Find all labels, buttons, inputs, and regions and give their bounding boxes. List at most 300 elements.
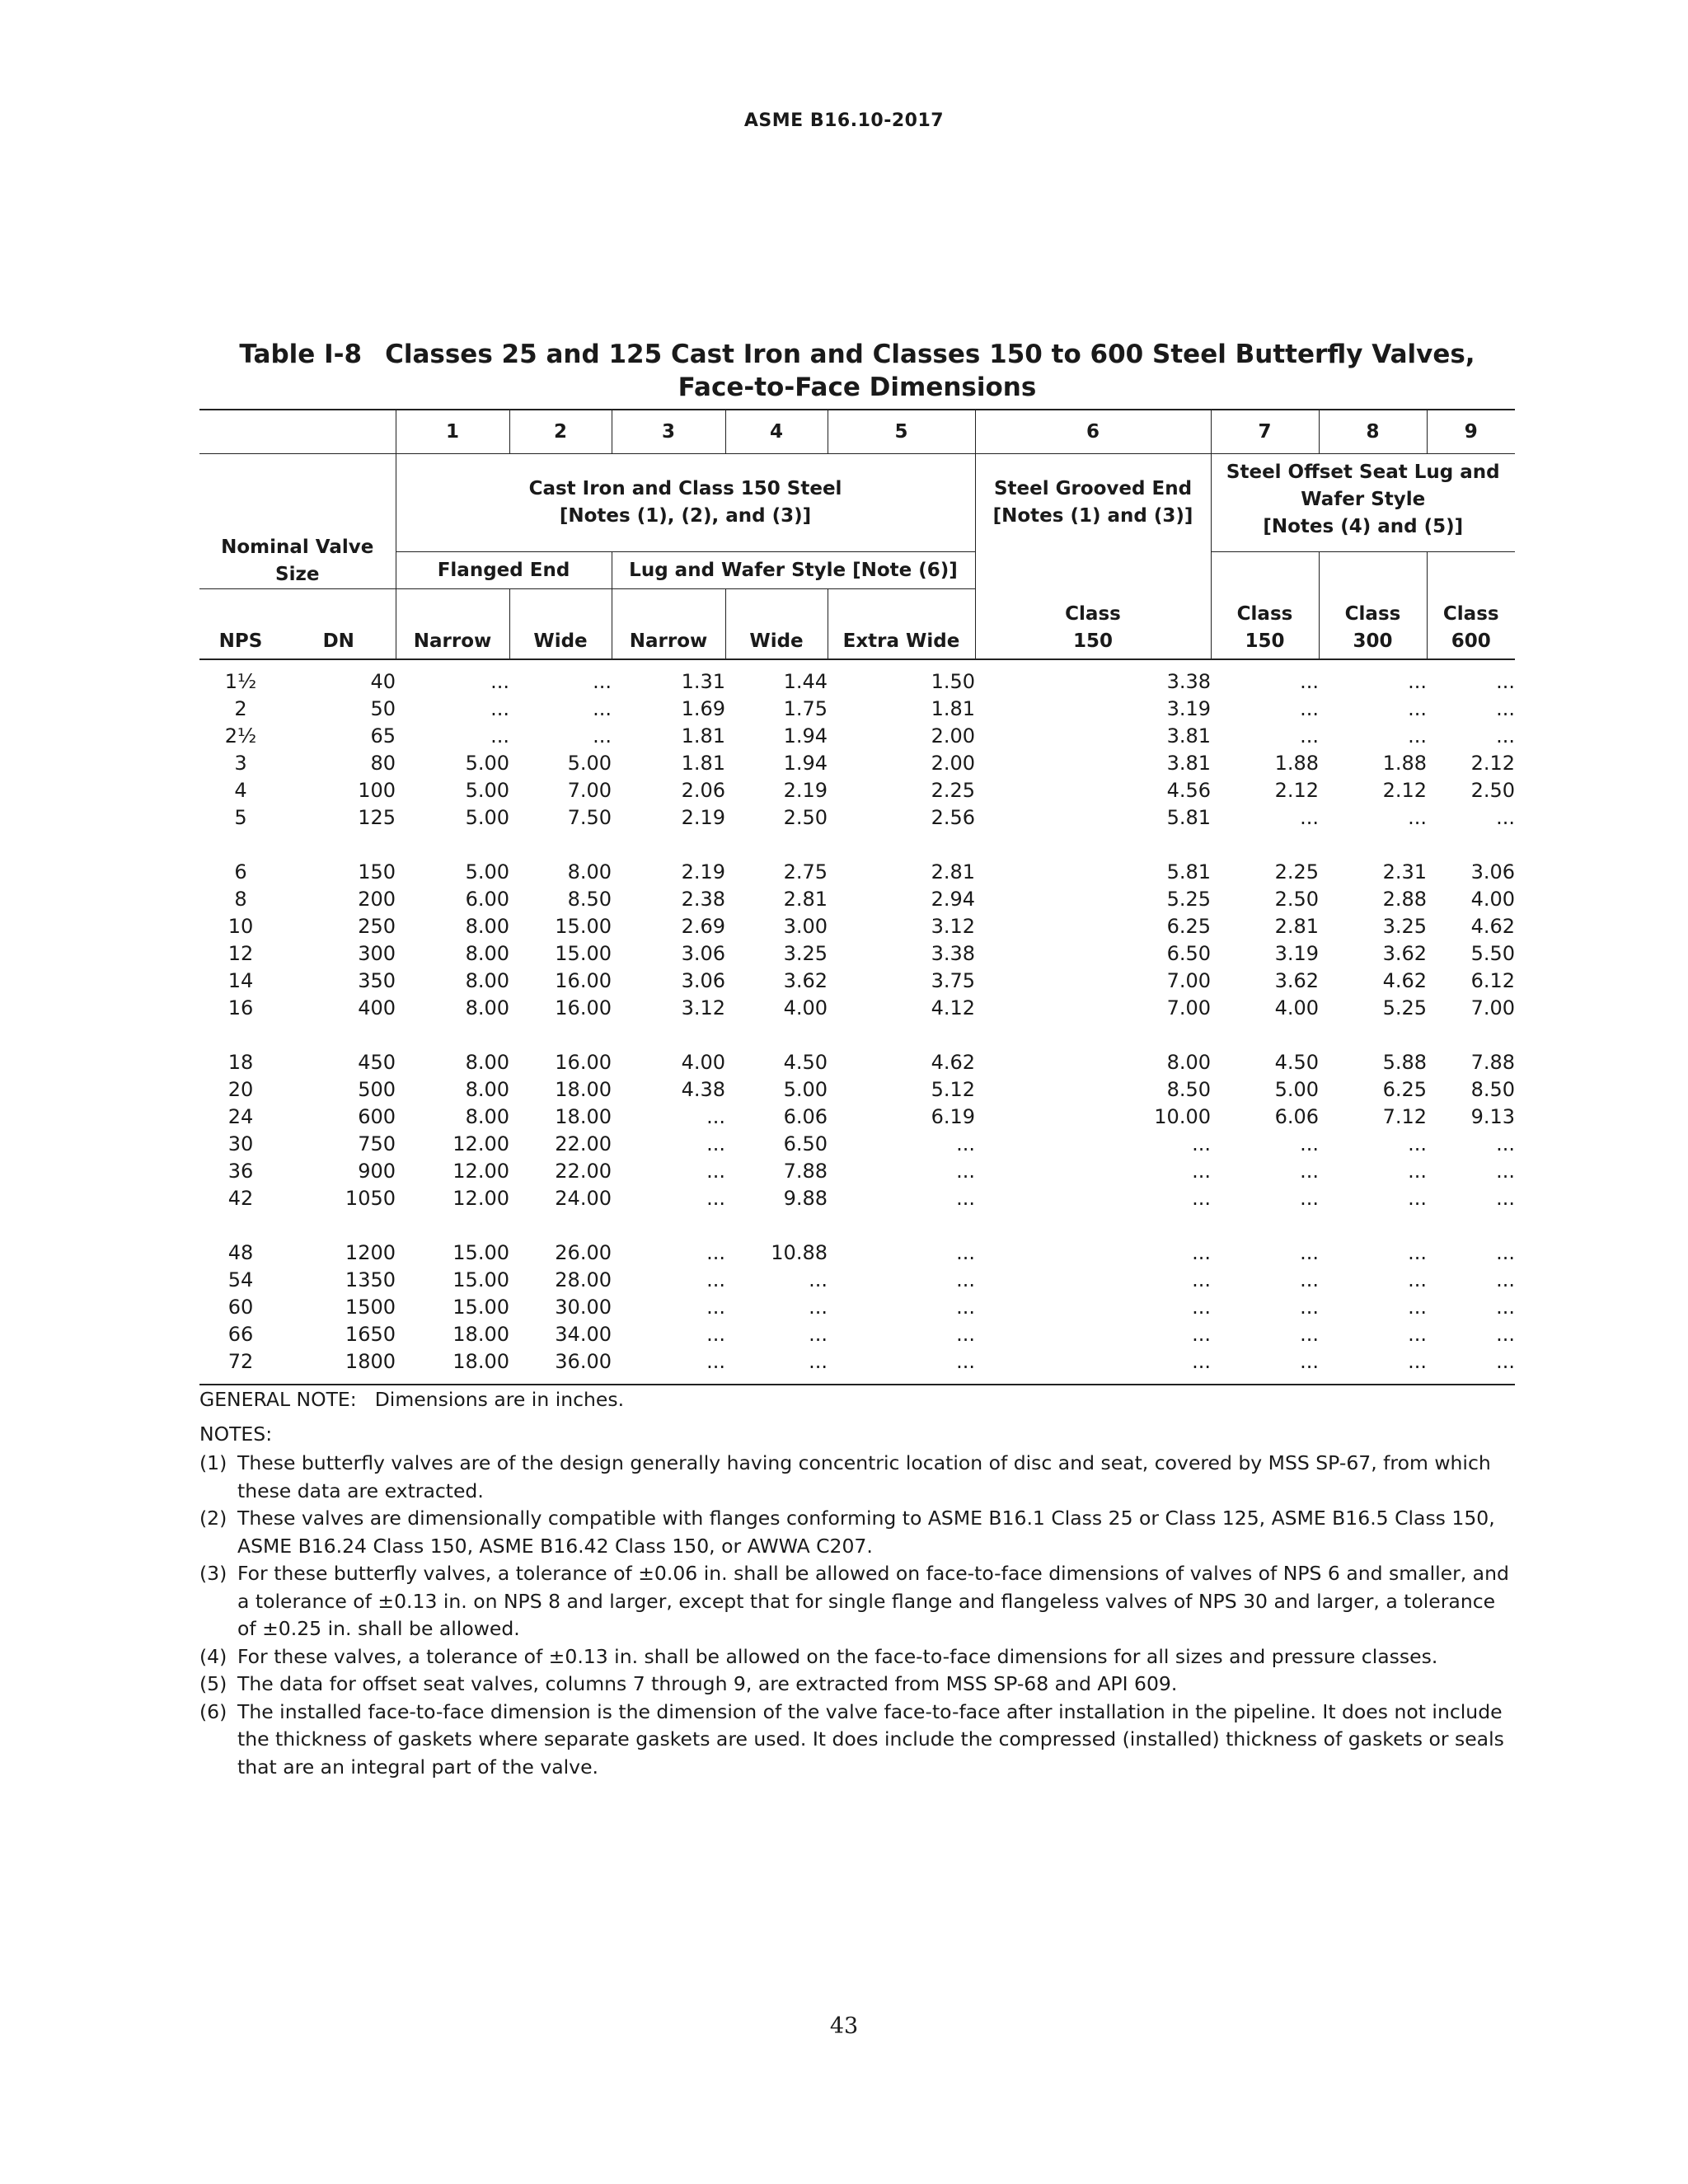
- table-body: [199, 659, 1515, 1385]
- col6-cell: 3.81: [1166, 752, 1211, 775]
- nps-cell: 2: [234, 697, 247, 720]
- col7-cell: 4.00: [1274, 996, 1319, 1019]
- col3-cell: ...: [706, 1160, 725, 1183]
- col4-cell: 3.00: [783, 915, 828, 938]
- col2-cell: ...: [593, 670, 612, 693]
- col8-cell: 5.88: [1382, 1051, 1427, 1074]
- general-note-text: Dimensions are in inches.: [374, 1388, 625, 1411]
- col2-cell: ...: [593, 724, 612, 748]
- col5-cell: 2.81: [931, 860, 975, 883]
- col1-cell: 5.00: [465, 779, 509, 802]
- col7-cell: 2.25: [1274, 860, 1319, 883]
- dn-cell: 40: [370, 670, 396, 693]
- col9-cell: 4.62: [1470, 915, 1515, 938]
- note-text: For these butterfly valves, a tolerance of ±0.06 in. shall be allowed on face-to-face dimensions of valves of NPS 6 and smaller, and a tolerance of ±0.13 in. on NPS 8 and larger, except that for single flange and flangeless valves of NPS 30 and larger, a tolerance of ±0.25 in. shall be allowed.: [237, 1562, 1509, 1640]
- col7-cell: ...: [1300, 1296, 1319, 1319]
- col6-cell: ...: [975, 1348, 1211, 1385]
- nps-cell: 3: [234, 752, 247, 775]
- col2-cell: 15.00: [555, 942, 612, 965]
- col7-cell: ...: [1300, 1241, 1319, 1264]
- col2-cell: 22.00: [555, 1132, 612, 1155]
- dn-cell: 300: [358, 942, 396, 965]
- dn-cell: 750: [358, 1132, 396, 1155]
- col1-cell: 12.00: [452, 1187, 509, 1210]
- running-head: ASME B16.10-2017: [743, 110, 945, 131]
- table-row: [199, 1158, 1515, 1185]
- col5-cell: 4.12: [931, 996, 975, 1019]
- col5-cell: ...: [956, 1132, 975, 1155]
- col1-cell: 15.00: [452, 1268, 509, 1291]
- col5-cell: ...: [956, 1160, 975, 1183]
- col7-cell: 1.88: [1274, 752, 1319, 775]
- col-wide-2: Wide: [509, 589, 612, 660]
- col4-cell: 1.75: [783, 697, 828, 720]
- table-row: [199, 659, 1515, 696]
- col3-cell: 2.38: [681, 888, 725, 911]
- col6-cell: ...: [1192, 1241, 1211, 1264]
- col3-cell: ...: [612, 1348, 725, 1385]
- nps-cell: 42: [227, 1187, 254, 1210]
- col9-cell: ...: [1496, 1268, 1515, 1291]
- table-row: [199, 859, 1515, 886]
- group-offset-seat-line-1: Steel Offset Seat Lug and: [1226, 462, 1500, 483]
- col1-cell: 8.00: [465, 942, 509, 965]
- col6-cell: 8.00: [1166, 1051, 1211, 1074]
- table-row: [199, 1321, 1515, 1348]
- col2-cell: 18.00: [555, 1105, 612, 1128]
- col3-cell: ...: [706, 1323, 725, 1346]
- col6-cell: 3.38: [1166, 670, 1211, 693]
- general-note: [199, 1386, 1515, 1414]
- col7-cell: 5.00: [1274, 1078, 1319, 1101]
- col2-cell: 8.50: [567, 888, 612, 911]
- dn-cell: 80: [370, 752, 396, 775]
- col4-cell: 3.62: [783, 969, 828, 992]
- subgroup-lug-wafer: Lug and Wafer Style [Note (6)]: [612, 552, 975, 589]
- col1-cell: 5.00: [465, 860, 509, 883]
- nps-cell: 16: [227, 996, 254, 1019]
- group-offset-seat-line-2: Wafer Style: [1301, 489, 1426, 510]
- col9-cell: 8.50: [1470, 1078, 1515, 1101]
- table-row: [199, 886, 1515, 913]
- col9-cell: 6.12: [1470, 969, 1515, 992]
- col7-cell: 2.81: [1274, 915, 1319, 938]
- table-row: [199, 723, 1515, 750]
- dimensions-table: [199, 409, 1515, 1385]
- col7-cell: 3.62: [1274, 969, 1319, 992]
- dn-cell: 1650: [345, 1323, 396, 1346]
- group-header-row: [199, 454, 1515, 552]
- dn-cell: 150: [358, 860, 396, 883]
- col5-cell: 4.62: [931, 1051, 975, 1074]
- dn-cell: 900: [358, 1160, 396, 1183]
- col4-cell: 6.06: [783, 1105, 828, 1128]
- group-offset-seat: [1211, 454, 1515, 552]
- col9-cell: ...: [1427, 1348, 1515, 1385]
- column-number-1: 1: [396, 410, 509, 454]
- nps-cell: 18: [227, 1051, 254, 1074]
- nps-cell: 48: [227, 1241, 254, 1264]
- group-grooved-end: [975, 454, 1211, 552]
- col1-cell: 8.00: [465, 1078, 509, 1101]
- col8-cell: 3.62: [1382, 942, 1427, 965]
- col9-cell: ...: [1496, 1323, 1515, 1346]
- col8-cell: 2.88: [1382, 888, 1427, 911]
- nps-cell: 12: [227, 942, 254, 965]
- col4-cell: 1.44: [783, 670, 828, 693]
- nominal-size-line-1: Nominal Valve: [221, 537, 374, 558]
- note-label: (6): [199, 1699, 227, 1723]
- table-title-line-1: [199, 338, 1515, 371]
- col9-cell: 3.06: [1470, 860, 1515, 883]
- col3-cell: 2.69: [681, 915, 725, 938]
- table-row: [199, 1104, 1515, 1131]
- note-label: (4): [199, 1644, 227, 1668]
- col4-cell: 9.88: [783, 1187, 828, 1210]
- group-cast-iron-line-1: Cast Iron and Class 150 Steel: [528, 478, 842, 499]
- col5-cell: ...: [956, 1241, 975, 1264]
- col4-cell: 2.81: [783, 888, 828, 911]
- col5-cell: 1.81: [931, 697, 975, 720]
- nps-cell: 4: [234, 779, 247, 802]
- col7-cell: 4.50: [1274, 1051, 1319, 1074]
- col1-cell: 6.00: [465, 888, 509, 911]
- nps-cell: 30: [227, 1132, 254, 1155]
- col9-cell: ...: [1496, 670, 1515, 693]
- col3-cell: 1.81: [681, 752, 725, 775]
- nominal-size-cell: [199, 454, 396, 589]
- nps-cell: 8: [234, 888, 247, 911]
- col1-cell: 18.00: [396, 1348, 509, 1385]
- col7-cell: ...: [1300, 1268, 1319, 1291]
- col5-cell: 3.12: [931, 915, 975, 938]
- column-number-blank: [199, 410, 396, 454]
- column-number-6: 6: [975, 410, 1211, 454]
- col1-cell: 8.00: [465, 1105, 509, 1128]
- col7-cell: 2.50: [1274, 888, 1319, 911]
- col7-cell: ...: [1300, 1323, 1319, 1346]
- nps-cell: 60: [227, 1296, 254, 1319]
- table-row: [199, 750, 1515, 777]
- col8-cell: ...: [1408, 1187, 1427, 1210]
- dn-cell: 1800: [282, 1348, 396, 1385]
- note-text: The data for offset seat valves, columns 7 through 9, are extracted from MSS SP-68 and API 609.: [237, 1672, 1178, 1695]
- col2-cell: 26.00: [555, 1241, 612, 1264]
- col6-cell: 3.19: [1166, 697, 1211, 720]
- table-row: [199, 1294, 1515, 1321]
- table-row: [199, 940, 1515, 968]
- col4-cell: 4.50: [783, 1051, 828, 1074]
- col3-cell: 2.19: [681, 860, 725, 883]
- col5-cell: 1.50: [931, 670, 975, 693]
- col3-cell: 1.69: [681, 697, 725, 720]
- col8-cell: 1.88: [1382, 752, 1427, 775]
- col3-cell: 3.06: [681, 969, 725, 992]
- col4-cell: 4.00: [783, 996, 828, 1019]
- col3-cell: 3.06: [681, 942, 725, 965]
- col4-cell: 6.50: [783, 1132, 828, 1155]
- col9-cell: ...: [1496, 1160, 1515, 1183]
- col9-cell: ...: [1496, 724, 1515, 748]
- col7-cell: ...: [1300, 1187, 1319, 1210]
- col5-cell: ...: [956, 1268, 975, 1291]
- col4-cell: 1.94: [783, 724, 828, 748]
- col8-cell: ...: [1408, 670, 1427, 693]
- col1-cell: ...: [490, 670, 509, 693]
- dn-cell: 350: [358, 969, 396, 992]
- column-number-2: 2: [509, 410, 612, 454]
- table-title: [199, 338, 1515, 404]
- subgroup-col9-blank: [1427, 552, 1515, 589]
- col2-cell: 22.00: [555, 1160, 612, 1183]
- col3-cell: ...: [706, 1268, 725, 1291]
- table-label: Table I-8: [239, 340, 363, 369]
- col-class-7-value: 150: [1245, 630, 1285, 652]
- col6-cell: ...: [1192, 1268, 1211, 1291]
- nps-cell: 1½: [224, 670, 257, 693]
- note-label: (1): [199, 1451, 227, 1474]
- col2-cell: 16.00: [555, 996, 612, 1019]
- col7-cell: ...: [1300, 670, 1319, 693]
- table-row: [199, 804, 1515, 832]
- col2-cell: 16.00: [555, 969, 612, 992]
- col7-cell: ...: [1300, 806, 1319, 829]
- dn-cell: 1200: [345, 1241, 396, 1264]
- col7-cell: 6.06: [1274, 1105, 1319, 1128]
- col8-cell: ...: [1408, 697, 1427, 720]
- nps-cell: 54: [227, 1268, 254, 1291]
- col-wide-4: Wide: [725, 589, 828, 660]
- note-label: (2): [199, 1507, 227, 1530]
- nps-cell: 14: [227, 969, 254, 992]
- col8-cell: ...: [1408, 1160, 1427, 1183]
- subgroup-col7-blank: [1211, 552, 1319, 589]
- col-nps: NPS: [199, 589, 282, 660]
- table-row: [199, 968, 1515, 995]
- col9-cell: ...: [1496, 806, 1515, 829]
- column-number-7: 7: [1211, 410, 1319, 454]
- nps-cell: 24: [227, 1105, 254, 1128]
- col-class-9-word: Class: [1442, 603, 1499, 625]
- col9-cell: 9.13: [1470, 1105, 1515, 1128]
- dn-cell: 65: [370, 724, 396, 748]
- col-narrow-1: Narrow: [396, 589, 509, 660]
- notes-heading: NOTES:: [199, 1422, 273, 1446]
- col3-cell: 2.19: [681, 806, 725, 829]
- note-label: (3): [199, 1562, 227, 1585]
- table-row: [199, 995, 1515, 1022]
- table-row: [199, 913, 1515, 940]
- col-class-7: [1211, 589, 1319, 660]
- column-number-4: 4: [725, 410, 828, 454]
- table-row: [199, 1049, 1515, 1076]
- col6-cell: 5.81: [1166, 860, 1211, 883]
- col2-cell: 15.00: [555, 915, 612, 938]
- col3-cell: 4.38: [681, 1078, 725, 1101]
- note-text: The installed face-to-face dimension is the dimension of the valve face-to-face after installation in the pipeline. It does not include the thickness of gaskets where separate gaskets are used. It does include the compressed (installed) thickness of gaskets or seals that are an integral part of the valve.: [237, 1699, 1504, 1779]
- col6-cell: 5.81: [1166, 806, 1211, 829]
- nps-cell: 6: [234, 860, 247, 883]
- nps-cell: 2½: [224, 724, 257, 748]
- table-row: [199, 1131, 1515, 1158]
- col8-cell: 4.62: [1382, 969, 1427, 992]
- table-row: [199, 1267, 1515, 1294]
- table-row: [199, 777, 1515, 804]
- col1-cell: 15.00: [452, 1241, 509, 1264]
- col9-cell: ...: [1496, 697, 1515, 720]
- notes-section: [199, 1386, 1515, 1781]
- col3-cell: 1.31: [681, 670, 725, 693]
- dn-cell: 500: [358, 1078, 396, 1101]
- column-label-row: [199, 589, 1515, 660]
- col8-cell: ...: [1408, 1296, 1427, 1319]
- col4-cell: 10.88: [771, 1241, 828, 1264]
- column-number-9: 9: [1427, 410, 1515, 454]
- col9-cell: 7.00: [1470, 996, 1515, 1019]
- group-offset-seat-line-3: [Notes (4) and (5)]: [1263, 516, 1464, 537]
- nps-cell: 5: [234, 806, 247, 829]
- dn-cell: 1050: [345, 1187, 396, 1210]
- col2-cell: 7.50: [567, 806, 612, 829]
- col2-cell: 5.00: [567, 752, 612, 775]
- col6-cell: 6.25: [1166, 915, 1211, 938]
- col9-cell: ...: [1496, 1132, 1515, 1155]
- col8-cell: ...: [1408, 1268, 1427, 1291]
- col8-cell: 6.25: [1382, 1078, 1427, 1101]
- col3-cell: ...: [706, 1105, 725, 1128]
- col1-cell: 15.00: [452, 1296, 509, 1319]
- col2-cell: 28.00: [555, 1268, 612, 1291]
- dn-cell: 450: [358, 1051, 396, 1074]
- dn-cell: 125: [358, 806, 396, 829]
- col-class-8: [1319, 589, 1427, 660]
- col6-cell: 8.50: [1166, 1078, 1211, 1101]
- col3-cell: 2.06: [681, 779, 725, 802]
- col2-cell: 24.00: [555, 1187, 612, 1210]
- col9-cell: 2.50: [1470, 779, 1515, 802]
- page-number: 43: [829, 2013, 859, 2039]
- col7-cell: 2.12: [1274, 779, 1319, 802]
- col4-cell: 1.94: [783, 752, 828, 775]
- dn-cell: 100: [358, 779, 396, 802]
- nps-cell: 66: [227, 1323, 254, 1346]
- note-5: [199, 1671, 1515, 1699]
- col4-cell: 2.19: [783, 779, 828, 802]
- col1-cell: 12.00: [452, 1132, 509, 1155]
- col7-cell: ...: [1211, 1348, 1319, 1385]
- note-text: For these valves, a tolerance of ±0.13 in. shall be allowed on the face-to-face dimensions for all sizes and pressure classes.: [237, 1644, 1438, 1668]
- col9-cell: 7.88: [1470, 1051, 1515, 1074]
- col5-cell: 6.19: [931, 1105, 975, 1128]
- col4-cell: 5.00: [783, 1078, 828, 1101]
- column-number-3: 3: [612, 410, 725, 454]
- col5-cell: ...: [828, 1348, 975, 1385]
- col8-cell: ...: [1408, 1132, 1427, 1155]
- dn-cell: 1500: [345, 1296, 396, 1319]
- col6-cell: ...: [1192, 1160, 1211, 1183]
- row-group-spacer: [199, 1022, 1515, 1049]
- col8-cell: 7.12: [1382, 1105, 1427, 1128]
- col6-cell: 6.50: [1166, 942, 1211, 965]
- col5-cell: ...: [956, 1323, 975, 1346]
- col-class-7-word: Class: [1236, 603, 1293, 625]
- col6-cell: 4.56: [1166, 779, 1211, 802]
- col7-cell: ...: [1300, 697, 1319, 720]
- column-number-8: 8: [1319, 410, 1427, 454]
- col8-cell: ...: [1408, 1241, 1427, 1264]
- col3-cell: ...: [706, 1132, 725, 1155]
- group-cast-iron-line-2: [Notes (1), (2), and (3)]: [559, 505, 812, 527]
- nominal-size-line-2: Size: [275, 564, 320, 585]
- col2-cell: 18.00: [555, 1078, 612, 1101]
- col6-cell: 7.00: [1166, 969, 1211, 992]
- col6-cell: 10.00: [1154, 1105, 1211, 1128]
- col8-cell: ...: [1408, 806, 1427, 829]
- col-dn: DN: [282, 589, 396, 660]
- col1-cell: 8.00: [465, 996, 509, 1019]
- col8-cell: 3.25: [1382, 915, 1427, 938]
- col4-cell: ...: [725, 1348, 828, 1385]
- dn-cell: 400: [358, 996, 396, 1019]
- col6-cell: 7.00: [1166, 996, 1211, 1019]
- col7-cell: ...: [1300, 1160, 1319, 1183]
- column-number-row: [199, 410, 1515, 454]
- col1-cell: 12.00: [452, 1160, 509, 1183]
- col2-cell: 7.00: [567, 779, 612, 802]
- table-row: [199, 1240, 1515, 1267]
- table-row: [199, 1348, 1515, 1385]
- col5-cell: ...: [956, 1296, 975, 1319]
- spacer-cell: [199, 1022, 1515, 1049]
- col5-cell: 3.38: [931, 942, 975, 965]
- group-cast-iron: [396, 454, 975, 552]
- col5-cell: 2.56: [931, 806, 975, 829]
- subgroup-col8-blank: [1319, 552, 1427, 589]
- col5-cell: 2.25: [931, 779, 975, 802]
- col-class-6-word: Class: [1065, 603, 1121, 625]
- group-grooved-end-line-2: [Notes (1) and (3)]: [992, 505, 1193, 527]
- col5-cell: 2.94: [931, 888, 975, 911]
- nps-cell: 36: [227, 1160, 254, 1183]
- col2-cell: 8.00: [567, 860, 612, 883]
- col1-cell: ...: [490, 697, 509, 720]
- group-grooved-end-line-1: Steel Grooved End: [993, 478, 1193, 500]
- dn-cell: 600: [358, 1105, 396, 1128]
- note-text: These butterfly valves are of the design generally having concentric location of disc and seat, covered by MSS SP-67, from which these data are extracted.: [237, 1451, 1491, 1502]
- col-class-9: [1427, 589, 1515, 660]
- col7-cell: ...: [1300, 1132, 1319, 1155]
- col8-cell: ...: [1408, 1323, 1427, 1346]
- col6-cell: 5.25: [1166, 888, 1211, 911]
- col2-cell: 34.00: [555, 1323, 612, 1346]
- col6-cell: ...: [1192, 1323, 1211, 1346]
- col8-cell: ...: [1319, 1348, 1427, 1385]
- col8-cell: 2.12: [1382, 779, 1427, 802]
- note-label: (5): [199, 1672, 227, 1695]
- col4-cell: 3.25: [783, 942, 828, 965]
- col3-cell: 3.12: [681, 996, 725, 1019]
- col2-cell: 36.00: [509, 1348, 612, 1385]
- col8-cell: 5.25: [1382, 996, 1427, 1019]
- col2-cell: ...: [593, 697, 612, 720]
- dn-cell: 1350: [345, 1268, 396, 1291]
- col5-cell: ...: [956, 1187, 975, 1210]
- col1-cell: 8.00: [465, 1051, 509, 1074]
- general-note-label: GENERAL NOTE:: [199, 1388, 357, 1411]
- col5-cell: 2.00: [931, 752, 975, 775]
- row-group-spacer: [199, 1212, 1515, 1240]
- col4-cell: ...: [809, 1323, 828, 1346]
